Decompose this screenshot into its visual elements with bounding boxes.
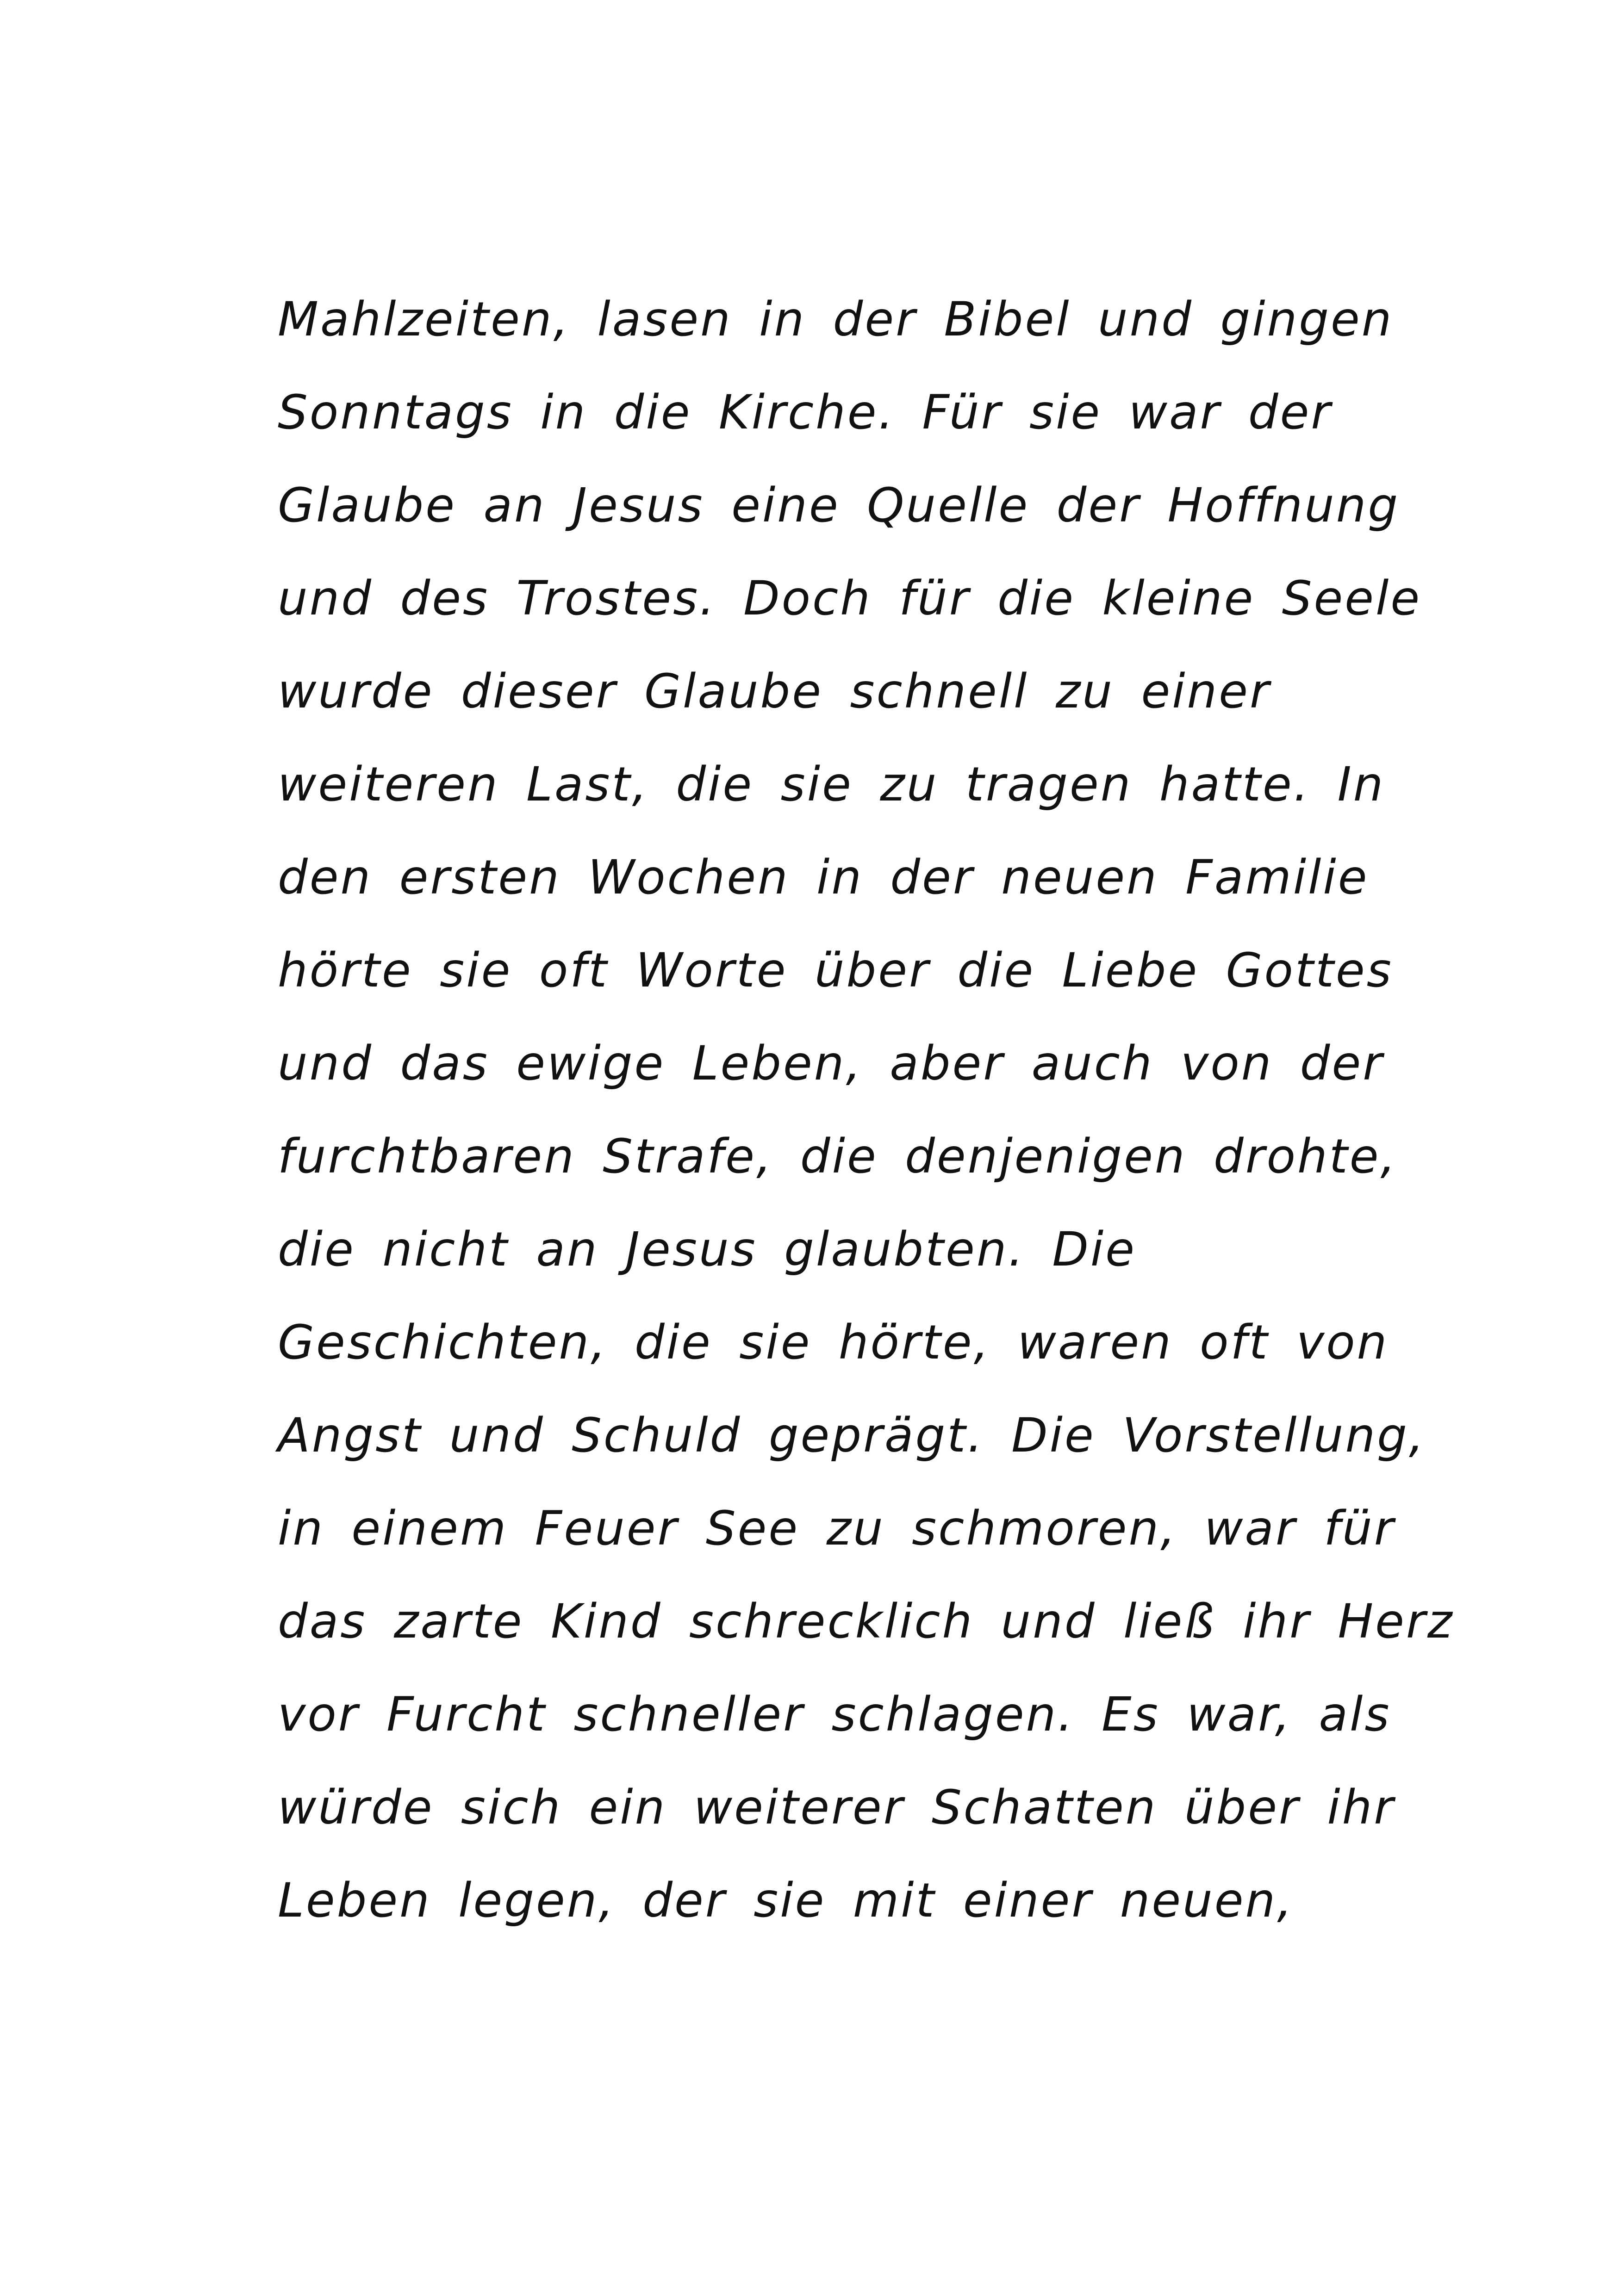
text-line-10: furchtbaren Strafe, die denjenigen drohte, [278, 1129, 1397, 1184]
text-line-5: wurde dieser Glaube schnell zu einer [278, 664, 1271, 719]
text-line-1: Mahlzeiten, lasen in der Bibel und gingen [278, 292, 1394, 347]
text-line-2: Sonntags in die Kirche. Für sie war der [278, 385, 1333, 440]
text-line-18: Leben legen, der sie mit einer neuen, [278, 1873, 1294, 1928]
text-line-12: Geschichten, die sie hörte, waren oft von [278, 1315, 1389, 1370]
text-line-3: Glaube an Jesus eine Quelle der Hoffnung [278, 478, 1400, 533]
text-line-8: hörte sie oft Worte über die Liebe Gottes [278, 943, 1393, 998]
body-text [278, 273, 1527, 1947]
text-line-11: die nicht an Jesus glaubten. Die [278, 1222, 1137, 1277]
text-line-9: und das ewige Leben, aber auch von der [278, 1036, 1384, 1091]
text-line-4: und des Trostes. Doch für die kleine Seele [278, 571, 1422, 626]
text-line-7: den ersten Wochen in der neuen Familie [278, 850, 1369, 905]
text-line-6: weiteren Last, die sie zu tragen hatte. In [278, 757, 1385, 812]
text-line-16: vor Furcht schneller schlagen. Es war, als [278, 1687, 1391, 1742]
text-line-17: würde sich ein weiterer Schatten über ihr [278, 1780, 1395, 1835]
text-line-13: Angst und Schuld geprägt. Die Vorstellung, [278, 1408, 1426, 1463]
text-line-14: in einem Feuer See zu schmoren, war für [278, 1501, 1395, 1556]
text-line-15: das zarte Kind schrecklich und ließ ihr Herz [278, 1594, 1454, 1649]
